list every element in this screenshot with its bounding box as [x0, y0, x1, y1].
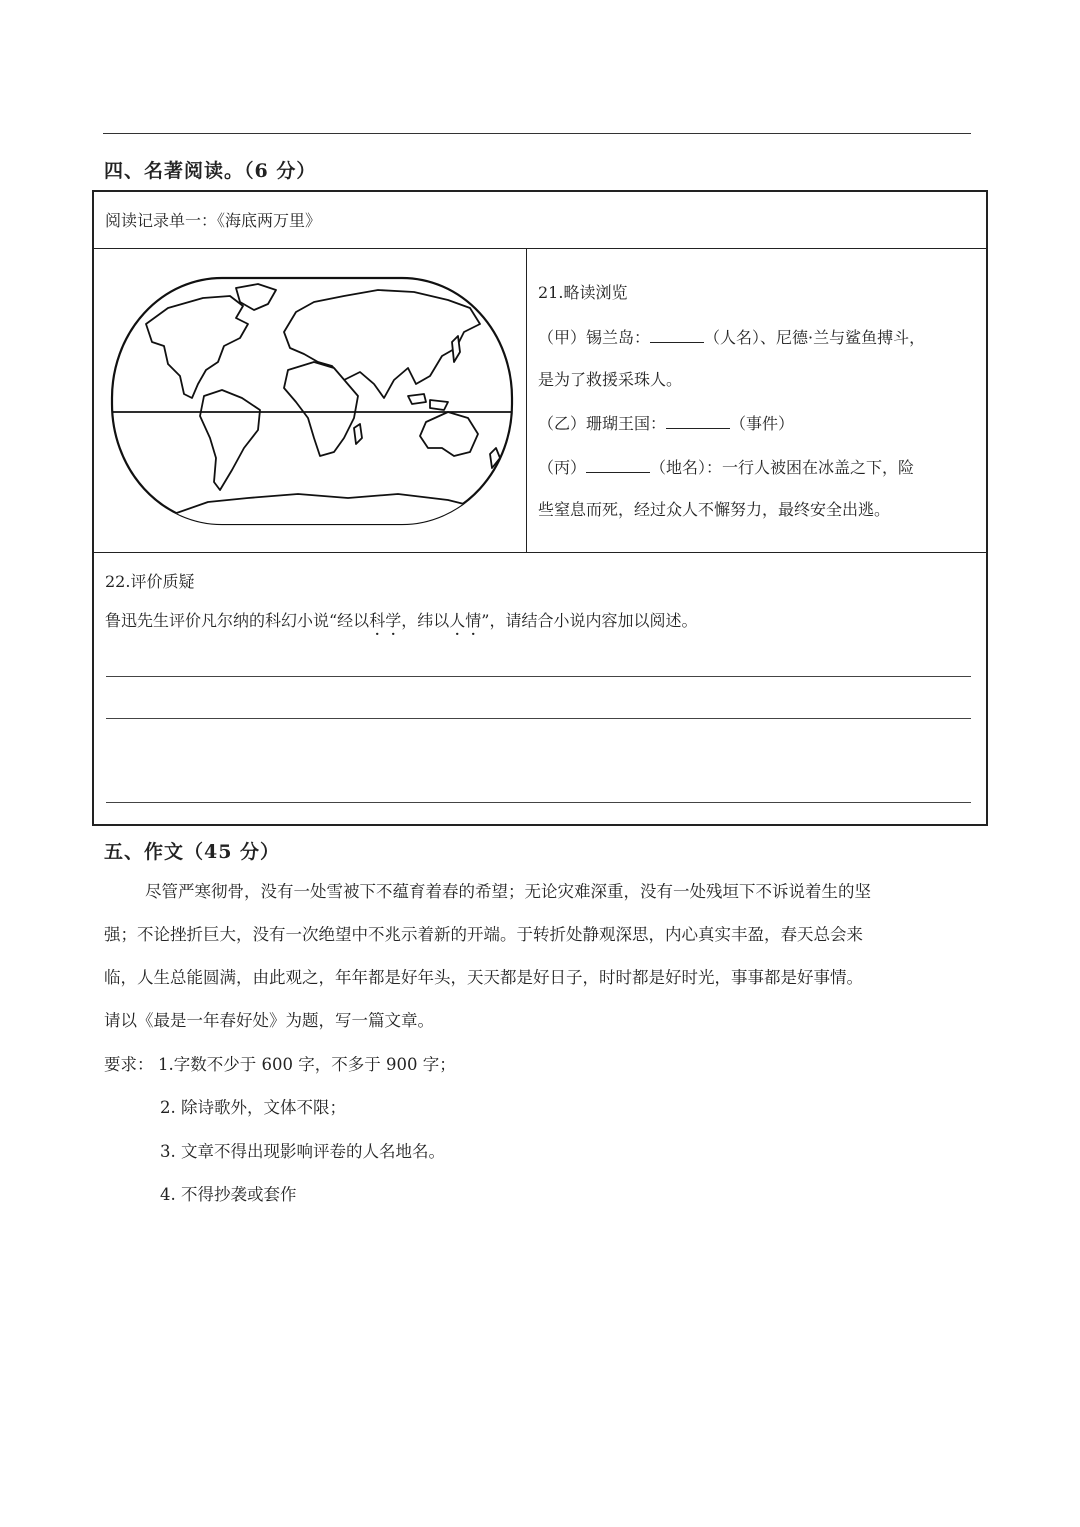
q21-bing-line: （丙） （地名）：一行人被困在冰盖之下，险 [538, 458, 915, 477]
q21-yi-line: （乙）珊瑚王国： （事件） [538, 414, 795, 433]
requirement-item: 1.字数不少于 600 字，不多于 900 字； [158, 1055, 456, 1074]
reading-record-table [92, 190, 988, 826]
table-row-divider [94, 552, 986, 553]
answer-line[interactable] [106, 802, 971, 803]
answer-blank[interactable] [650, 326, 704, 343]
essay-prompt-line: 请以《最是一年春好处》为题，写一篇文章。 [104, 1011, 434, 1030]
requirement-item: 4. 不得抄袭或套作 [160, 1185, 297, 1204]
answer-blank[interactable] [586, 456, 650, 473]
q21-jia-line-2: 是为了救援采珠人。 [538, 370, 683, 389]
table-column-divider [526, 249, 527, 553]
requirement-item: 2. 除诗歌外，文体不限； [160, 1098, 346, 1117]
answer-line[interactable] [106, 676, 971, 677]
top-divider [103, 133, 971, 134]
requirement-item: 3. 文章不得出现影响评卷的人名地名。 [160, 1142, 445, 1161]
world-map-icon [108, 272, 516, 530]
q21-jia-line: （甲）锡兰岛： （人名）、尼德·兰与鲨鱼搏斗， [538, 328, 926, 347]
record-title: 阅读记录单一：《海底两万里》 [105, 211, 322, 230]
q22-prompt: 鲁迅先生评价凡尔纳的科幻小说“经以科学，纬以人情”，请结合小说内容加以阅述。 [105, 611, 698, 630]
q22-title: 22.评价质疑 [105, 572, 195, 591]
q21-title: 21.略读浏览 [538, 283, 628, 302]
section-5-heading: 五、作文（45 分） [104, 841, 281, 863]
answer-blank[interactable] [666, 412, 730, 429]
section-4-heading: 四、名著阅读。（6 分） [104, 160, 317, 182]
essay-prompt-line: 尽管严寒彻骨，没有一处雪被下不蕴育着春的希望；无论灾难深重，没有一处残垣下不诉说着生的坚 [145, 882, 871, 901]
essay-prompt-line: 强；不论挫折巨大，没有一次绝望中不兆示着新的开端。于转折处静观深思，内心真实丰盈，春天总会来 [104, 925, 863, 944]
answer-line[interactable] [106, 718, 971, 719]
essay-prompt-line: 临，人生总能圆满，由此观之，年年都是好年头，天天都是好日子，时时都是好时光，事事都是好事情。 [104, 968, 863, 987]
table-row-divider [94, 248, 986, 249]
q21-bing-line-2: 些窒息而死，经过众人不懈努力，最终安全出逃。 [538, 500, 891, 519]
requirements-label: 要求： [104, 1055, 154, 1074]
